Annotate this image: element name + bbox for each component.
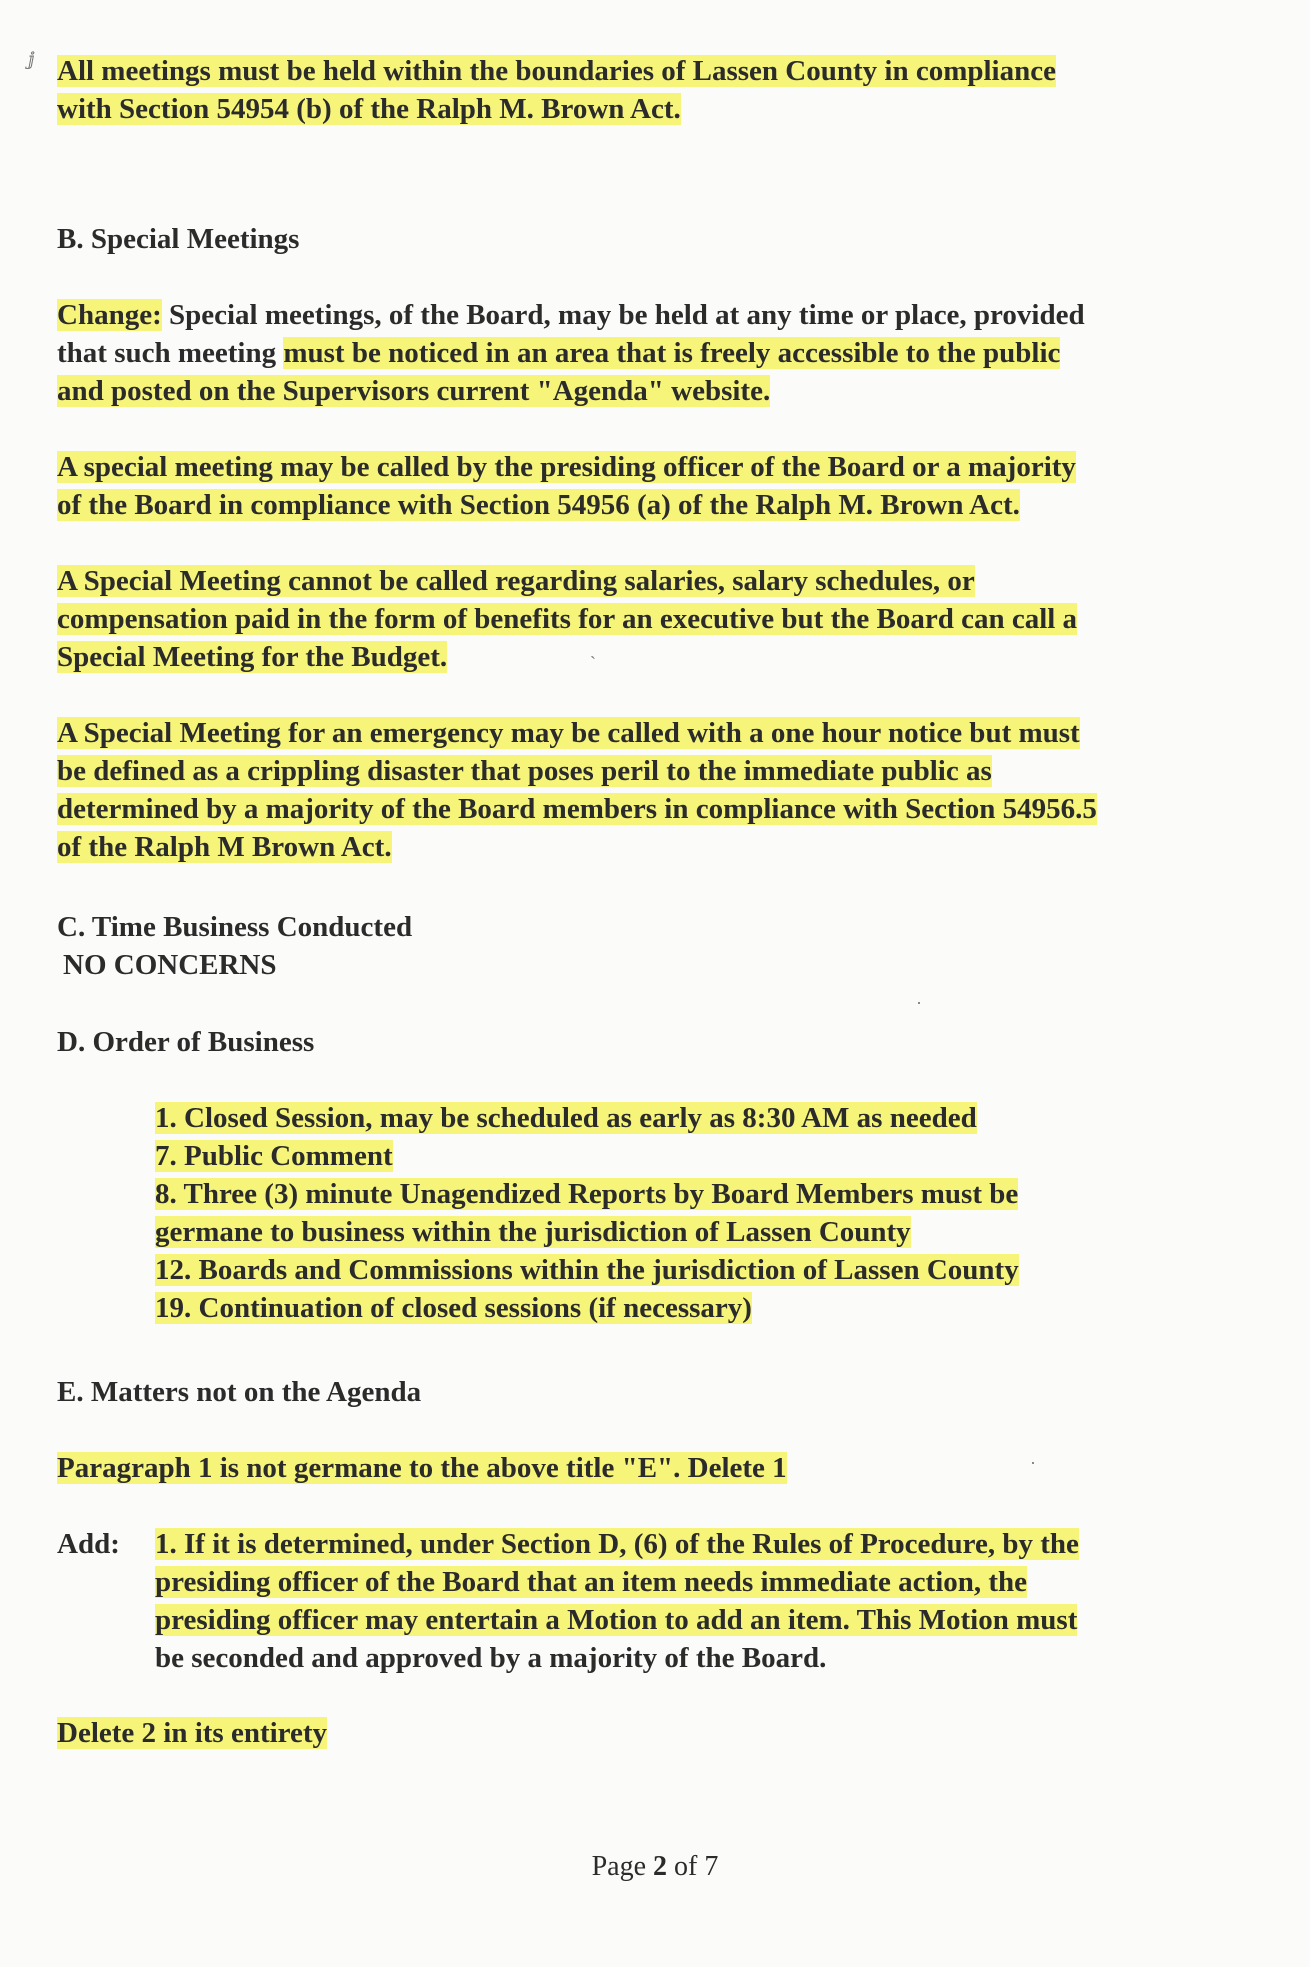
highlighted-text: Special Meeting for the Budget. (57, 641, 448, 673)
list-item: germane to business within the jurisdiction of Lassen County (155, 1216, 911, 1248)
list-item: 8. Three (3) minute Unagendized Reports by Board Members must be (155, 1178, 1019, 1210)
section-d-heading: D. Order of Business (57, 1026, 315, 1058)
highlighted-text: All meetings must be held within the boundaries of Lassen County in compliance (57, 55, 1056, 87)
highlighted-text: be defined as a crippling disaster that poses peril to the immediate public as (57, 755, 992, 787)
meeting-boundaries-paragraph (57, 52, 1257, 128)
highlighted-text: A Special Meeting for an emergency may be called with a one hour notice but must (57, 717, 1080, 749)
section-c-heading: C. Time Business Conducted (57, 911, 413, 943)
add-label: Add: (57, 1528, 120, 1560)
highlighted-text: must be noticed in an area that is freely accessible to the public (283, 337, 1061, 369)
change-label: Change: (57, 299, 162, 331)
section-c (57, 908, 1257, 984)
section-e-heading: E. Matters not on the Agenda (57, 1376, 422, 1408)
change-text: Special meetings, of the Board, may be held at any time or place, provided (161, 299, 1085, 331)
scan-mark: · (1030, 1453, 1036, 1473)
highlighted-text: Delete 2 in its entirety (57, 1717, 328, 1749)
plain-text: that such meeting (57, 337, 284, 369)
plain-text: be seconded and approved by a majority of the Board. (155, 1642, 827, 1674)
special-meetings-change-paragraph (57, 296, 1257, 410)
list-item: 12. Boards and Commissions within the jurisdiction of Lassen County (155, 1254, 1019, 1286)
highlighted-text: with Section 54954 (b) of the Ralph M. Brown Act. (57, 93, 681, 125)
highlighted-text: of the Board in compliance with Section 54956 (a) of the Ralph M. Brown Act. (57, 489, 1020, 521)
highlighted-text: 1. If it is determined, under Section D, (6) of the Rules of Procedure, by the (155, 1528, 1079, 1560)
delete-paragraph-2-note (57, 1714, 1257, 1752)
highlighted-text: compensation paid in the form of benefits for an executive but the Board can call a (57, 603, 1078, 635)
highlighted-text: and posted on the Supervisors current "Agenda" website. (57, 375, 771, 407)
list-item: 1. Closed Session, may be scheduled as early as 8:30 AM as needed (155, 1102, 977, 1134)
scan-mark: ⅉ (28, 49, 35, 69)
list-item: 19. Continuation of closed sessions (if necessary) (155, 1292, 752, 1324)
add-paragraph (155, 1525, 1255, 1677)
scan-mark: ˋ (590, 653, 596, 673)
list-item: 7. Public Comment (155, 1140, 393, 1172)
page-number: Page 2 of 7 (591, 1851, 719, 1882)
emergency-meeting-paragraph (57, 714, 1257, 866)
scan-mark: · (916, 993, 922, 1013)
highlighted-text: determined by a majority of the Board members in compliance with Section 54956.5 (57, 793, 1097, 825)
order-of-business-list (155, 1099, 1265, 1327)
section-c-note: NO CONCERNS (63, 949, 277, 981)
highlighted-text: presiding officer of the Board that an item needs immediate action, the (155, 1566, 1028, 1598)
highlighted-text: A Special Meeting cannot be called regarding salaries, salary schedules, or (57, 565, 975, 597)
highlighted-text: Paragraph 1 is not germane to the above title "E". Delete 1 (57, 1452, 787, 1484)
highlighted-text: presiding officer may entertain a Motion to add an item. This Motion must (155, 1604, 1078, 1636)
section-b-heading: B. Special Meetings (57, 223, 300, 255)
highlighted-text: A special meeting may be called by the presiding officer of the Board or a majority (57, 451, 1076, 483)
special-meeting-salaries-paragraph (57, 562, 1257, 676)
special-meeting-called-paragraph (57, 448, 1257, 524)
delete-paragraph-1-note (57, 1449, 1257, 1487)
highlighted-text: of the Ralph M Brown Act. (57, 831, 392, 863)
